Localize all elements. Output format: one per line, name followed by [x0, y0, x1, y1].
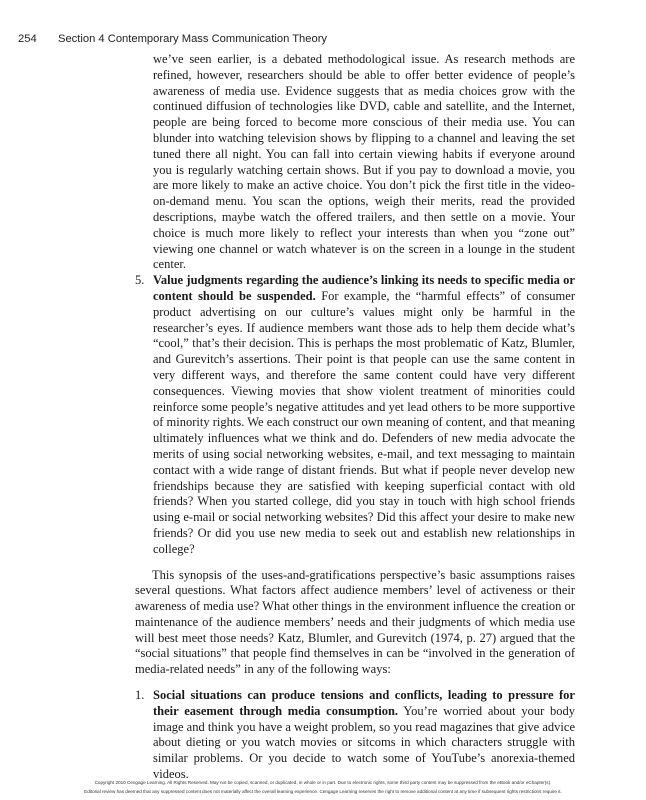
list-item-text: You’re worried about your body image and think you have a weight problem, so you read magazines that give advice about dieting or you watch movies or sitcoms in which characters struggle with similar problems. Or you decide to watch some of YouTube’s anorexia-themed videos. [153, 703, 575, 782]
list-item-5 [135, 273, 575, 557]
list-item-1 [135, 688, 575, 783]
list-item-number: 5. [135, 273, 145, 288]
synopsis-paragraph: This synopsis of the uses-and-gratifications perspective’s basic assumptions raises several questions. What factors affect audience members’ level of activeness or their awareness of media use? What other things in the environment influence the creation or maintenance of the audience members’ needs and their judgments of which media use will best meet those needs? Katz, Blumler, and Gurevitch (1974, p. 27) argued that the “social situations” that people find themselves in can be “involved in the generation of media-related needs” in any of the following ways: [135, 567, 575, 677]
continued-paragraph: we’ve seen earlier, is a debated methodological issue. As research methods are refined, however, researchers should be able to offer better evidence of people’s awareness of media use. Evidence suggests that as media choices grow with the continued diffusion of technologies like DVD, cable and satellite, and the Internet, people are being forced to become more conscious of their media use. You can blunder into watching television shows by flipping to a channel and leaving the set tuned there all night. You can fall into certain viewing habits if everyone around you is regularly watching certain shows. But if you pay to download a movie, you are more likely to make an active choice. You don’t pick the first title in the video-on-demand menu. You scan the options, weigh their merits, read the provided descriptions, maybe watch the offered trailers, and then settle on a movie. Your choice is much more likely to reflect your interests than when you “zone out” viewing one channel or watch whatever is on the screen in a lounge in the student center. [153, 52, 575, 272]
page-number: 254 [18, 33, 37, 45]
list-item-number: 1. [135, 688, 145, 703]
running-header [18, 33, 618, 45]
list-item-4-continuation [135, 52, 575, 273]
section-title: Section 4 Contemporary Mass Communication Theory [58, 33, 328, 45]
editorial-notice-line: Editorial review has deemed that any suppressed content does not materially affect the overall learning experience. Cengage Learning reserves the right to remove additional content at any time if subsequent rights restrictions require it. [84, 789, 562, 794]
copyright-line: Copyright 2010 Cengage Learning. All Rights Reserved. May not be copied, scanned, or duplicated, in whole or in part. Due to electronic rights, some third party content may be suppressed from the eBook and/or eChapter(s). [94, 780, 552, 785]
page-body [135, 52, 575, 783]
list-item-heading: Social situations can produce tensions and conflicts, leading to pressure for their easement through media consumption. [153, 688, 575, 718]
list-item-text: For example, the “harmful effects” of consumer product advertising on our culture’s values might only be harmful in the researcher’s eyes. If audience members want those ads to help them decide what’s “cool,” that’s their decision. This is perhaps the most problematic of Katz, Blumler, and Gurevitch’s assertions. Their point is that people can use the same content in very different ways, and therefore the same content could have very different consequences. Viewing movies that show violent treatment of minorities could reinforce some people’s negative attitudes and yet lead others to be more supportive of minority rights. We each construct our own meaning of content, and that meaning ultimately influences what we think and do. Defenders of new media advocate the merits of using social networking websites, e-mail, and text messaging to maintain contact with a wide range of distant friends. But what if people never develop new friendships because they are satisfied with keeping superficial contact with old friends? When you started college, did you stay in touch with high school friends using e-mail or social networking websites? Did this affect your desire to make new friends? Or did you use new media to seek out and establish new relationships in college? [153, 288, 575, 556]
list-item-heading: Value judgments regarding the audience’s linking its needs to specific media or content should be suspended. [153, 273, 575, 303]
